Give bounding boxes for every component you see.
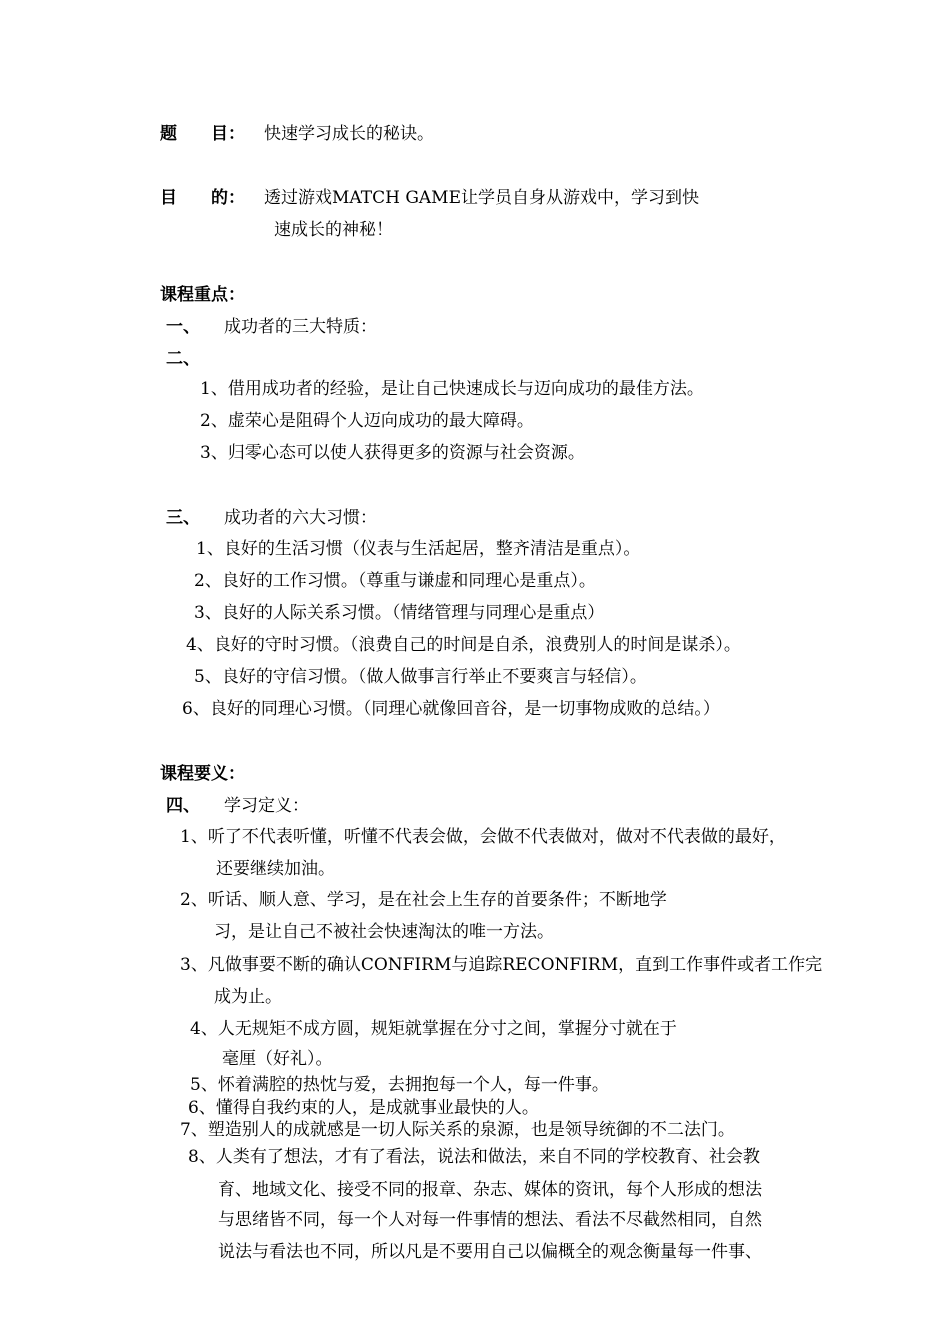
section-3-item: 3、良好的人际关系习惯。（情绪管理与同理心是重点） [194, 603, 605, 623]
title-label: 题 目： [160, 124, 245, 144]
section-3-item: 6、良好的同理心习惯。（同理心就像回音谷，是一切事物成败的总结。） [182, 699, 720, 719]
definition-line: 3、凡做事要不断的确认CONFIRM与追踪RECONFIRM，直到工作事件或者工作完 [180, 955, 823, 975]
definition-line: 与思绪皆不同，每一个人对每一件事情的想法、看法不尽截然相同，自然 [218, 1210, 762, 1230]
section-4-number: 四、 [166, 796, 200, 816]
essentials-heading: 课程要义： [160, 764, 245, 784]
definition-line: 6、懂得自我约束的人，是成就事业最快的人。 [188, 1098, 539, 1118]
section-3-number: 三、 [166, 508, 200, 528]
section-4-title: 学习定义： [224, 796, 309, 816]
definition-line: 7、塑造别人的成就感是一切人际关系的泉源，也是领导统御的不二法门。 [180, 1120, 735, 1140]
section-3-item: 5、良好的守信习惯。（做人做事言行举止不要爽言与轻信）。 [194, 667, 647, 687]
section-3-title: 成功者的六大习惯： [224, 508, 377, 528]
definition-line: 成为止。 [214, 987, 282, 1007]
definition-line: 1、听了不代表听懂，听懂不代表会做，会做不代表做对，做对不代表做的最好， [180, 827, 786, 847]
section-3-item: 4、良好的守时习惯。（浪费自己的时间是自杀，浪费别人的时间是谋杀）。 [186, 635, 741, 655]
purpose-line-1: 透过游戏MATCH GAME让学员自身从游戏中，学习到快 [264, 188, 700, 208]
definition-line: 8、人类有了想法，才有了看法，说法和做法，来自不同的学校教育、社会教 [188, 1147, 760, 1167]
section-2-item: 3、归零心态可以使人获得更多的资源与社会资源。 [200, 443, 585, 463]
definition-line: 育、地域文化、接受不同的报章、杂志、媒体的资讯，每个人形成的想法 [218, 1180, 762, 1200]
purpose-label: 目 的： [160, 188, 245, 208]
purpose-line-2: 速成长的神秘！ [274, 220, 393, 240]
section-3-item: 1、良好的生活习惯（仪表与生活起居，整齐清洁是重点）。 [196, 539, 641, 559]
section-3-item: 2、良好的工作习惯。（尊重与谦虚和同理心是重点）。 [194, 571, 596, 591]
definition-line: 4、人无规矩不成方圆，规矩就掌握在分寸之间，掌握分寸就在于 [190, 1019, 677, 1039]
section-2-item: 1、借用成功者的经验，是让自己快速成长与迈向成功的最佳方法。 [200, 379, 704, 399]
definition-line: 还要继续加油。 [216, 859, 335, 879]
definition-line: 说法与看法也不同，所以凡是不要用自己以偏概全的观念衡量每一件事、 [218, 1242, 762, 1262]
definition-line: 习，是让自己不被社会快速淘汰的唯一方法。 [214, 922, 554, 942]
section-2-item: 2、虚荣心是阻碍个人迈向成功的最大障碍。 [200, 411, 534, 431]
section-1-title: 成功者的三大特质： [224, 317, 377, 337]
section-1-number: 一、 [166, 317, 200, 337]
section-2-number: 二、 [166, 349, 200, 369]
definition-line: 2、听话、顺人意、学习，是在社会上生存的首要条件；不断地学 [180, 890, 667, 910]
title-value: 快速学习成长的秘诀。 [264, 124, 434, 144]
key-points-heading: 课程重点： [160, 285, 245, 305]
definition-line: 5、怀着满腔的热忱与爱，去拥抱每一个人，每一件事。 [190, 1075, 609, 1095]
definition-line: 毫厘（好礼）。 [222, 1049, 333, 1069]
